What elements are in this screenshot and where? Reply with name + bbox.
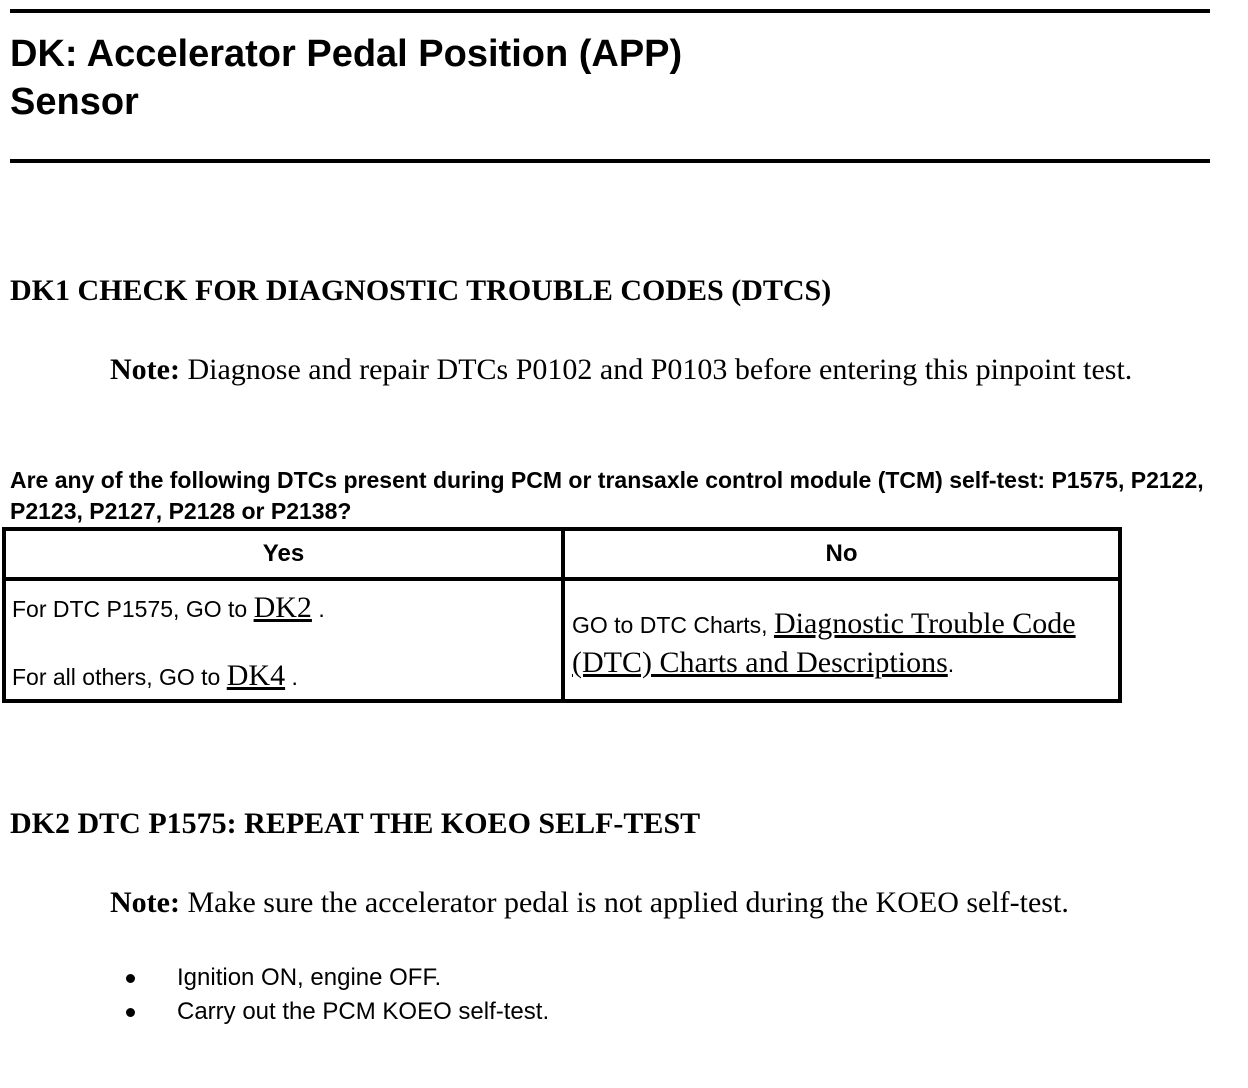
page-title — [10, 30, 682, 126]
yes-line2-prefix: For all others, GO to — [12, 664, 221, 690]
dk2-heading: DK2 DTC P1575: REPEAT THE KOEO SELF-TEST — [10, 807, 701, 840]
no-cell — [572, 605, 1112, 683]
yes-cell-line2 — [12, 659, 298, 693]
no-column-header: No — [825, 540, 858, 567]
dk1-note-label: Note: — [110, 353, 180, 386]
no-cell-suffix: . — [947, 651, 955, 677]
bullet-dot-icon — [126, 1008, 135, 1017]
dk2-link[interactable]: DK2 — [253, 591, 312, 624]
bullet-dot-icon — [126, 974, 135, 983]
list-item — [120, 995, 549, 1029]
yes-line2-suffix: . — [291, 664, 298, 690]
decision-table — [2, 527, 1122, 703]
title-bottom-rule — [10, 159, 1210, 163]
list-item — [120, 961, 549, 995]
dk2-bullet-list — [120, 961, 549, 1029]
top-rule — [10, 9, 1210, 13]
yes-column-header: Yes — [262, 540, 305, 567]
yes-line1-suffix: . — [318, 596, 325, 622]
yes-line1-prefix: For DTC P1575, GO to — [12, 596, 248, 622]
dk2-note-text: Make sure the accelerator pedal is not applied during the KOEO self-test. — [187, 886, 1069, 919]
dk1-note — [110, 350, 1210, 389]
no-cell-prefix: GO to DTC Charts, — [572, 612, 768, 638]
dk1-note-text: Diagnose and repair DTCs P0102 and P0103 before entering this pinpoint test. — [187, 353, 1133, 386]
dtc-charts-link[interactable]: Diagnostic Trouble Code (DTC) Charts and Descriptions — [572, 607, 1076, 679]
dk2-note — [110, 883, 1210, 922]
dk2-note-label: Note: — [110, 886, 180, 919]
dk1-heading: DK1 CHECK FOR DIAGNOSTIC TROUBLE CODES (DTCS) — [10, 274, 832, 307]
dk4-link[interactable]: DK4 — [226, 659, 286, 692]
page-title-line2: Sensor — [10, 81, 139, 123]
dk1-question: Are any of the following DTCs present during PCM or transaxle control module (TCM) self-test: P1575, P2122, P2123, P2127, P2128 or P2138? — [10, 467, 1204, 524]
bullet-text: Carry out the PCM KOEO self-test. — [177, 998, 550, 1025]
page-title-line1: DK: Accelerator Pedal Position (APP) — [10, 33, 683, 75]
yes-cell-line1 — [12, 591, 325, 625]
bullet-text: Ignition ON, engine OFF. — [177, 964, 442, 991]
